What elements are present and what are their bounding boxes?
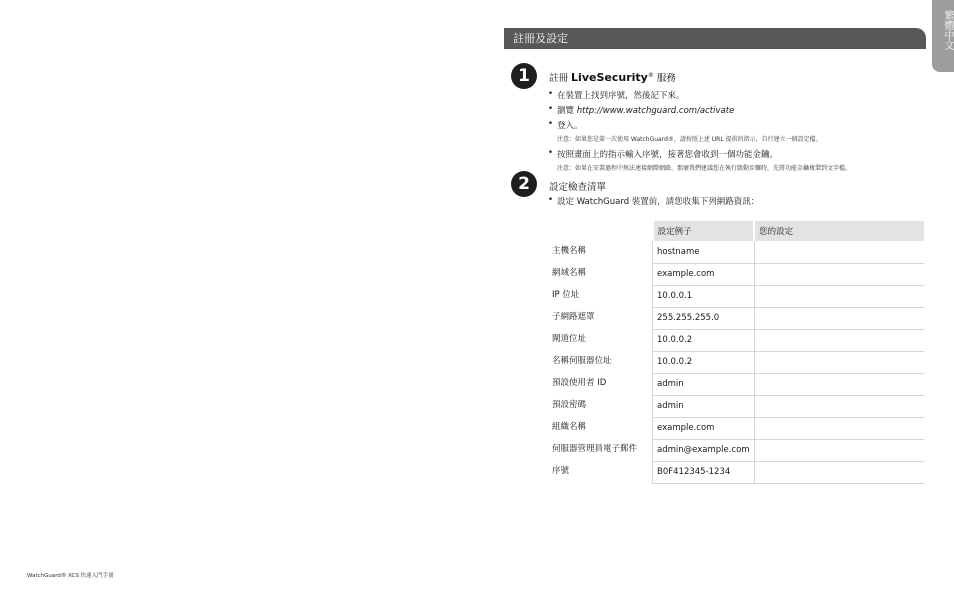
step-1-note-2: 注意：如果在安裝過程中無法連接網際網路，那麼我們建議您在執行啟動步驟時，先將功能金鑰複製到文字檔。: [557, 165, 852, 172]
setting-example: example.com: [653, 417, 755, 439]
setting-label: 網域名稱: [552, 268, 587, 278]
setting-example: 255.255.255.0: [653, 307, 755, 329]
setting-label: 閘道位址: [552, 334, 587, 344]
table-row: [548, 329, 924, 351]
step-2-list: [548, 195, 759, 210]
setting-your-value: [754, 285, 924, 307]
step-2-title: 設定檢查清單: [549, 182, 607, 193]
table-row: [548, 373, 924, 395]
setting-label: 子網路遮罩: [552, 312, 595, 322]
setting-your-value: [754, 351, 924, 373]
setting-example: hostname: [653, 241, 755, 263]
page-footer: WatchGuard® XCS 快速入門手冊: [27, 573, 114, 579]
step-1-title: 註冊 LiveSecurity® 服務: [549, 71, 676, 84]
setting-label: 預設使用者 ID: [552, 378, 607, 388]
step-1-bullet-1: • 在裝置上找到序號，然後記下來。: [548, 89, 851, 101]
setting-label: 名稱伺服器位址: [552, 356, 612, 366]
table-row: [548, 439, 924, 461]
step-1-bullet-4: • 按照畫面上的指示輸入序號，接著您會收到一個功能金鑰。: [548, 148, 851, 160]
setting-label: 序號: [552, 466, 570, 476]
setting-your-value: [754, 373, 924, 395]
step-1-note-1: 注意：如果您是第一次使用 WatchGuard®，請按照上述 URL 提供的指示，自行建立一個設定檔。: [557, 136, 822, 143]
setting-your-value: [754, 439, 924, 461]
setting-label: 組織名稱: [552, 422, 587, 432]
setting-example: B0F412345-1234: [653, 461, 755, 483]
step-2-number: 2: [511, 171, 537, 197]
setting-your-value: [754, 241, 924, 263]
step-2-bullet: • 設定 WatchGuard 裝置前，請您收集下列網路資訊：: [548, 195, 759, 207]
setting-your-value: [754, 263, 924, 285]
setting-label: 伺服器管理員電子郵件: [552, 444, 638, 454]
language-tab-label: 繁體中文: [942, 10, 953, 50]
setting-example: 10.0.0.1: [653, 285, 755, 307]
table-row: [548, 351, 924, 373]
table-row: [548, 241, 924, 263]
settings-table: [548, 221, 924, 484]
setting-example: admin: [653, 373, 755, 395]
setting-example: 10.0.0.2: [653, 329, 755, 351]
table-row: [548, 417, 924, 439]
setting-example: example.com: [653, 263, 755, 285]
setting-label: 主機名稱: [552, 246, 587, 256]
setting-your-value: [754, 461, 924, 483]
setting-example: 10.0.0.2: [653, 351, 755, 373]
activate-link[interactable]: http://www.watchguard.com/activate: [576, 106, 735, 116]
table-header-yours: 您的設定: [754, 221, 924, 241]
step-1-list: [548, 89, 851, 177]
table-header-row: [548, 221, 924, 241]
setting-your-value: [754, 329, 924, 351]
step-1-bullet-3: • 登入。: [548, 119, 851, 131]
table-row: [548, 461, 924, 483]
setting-your-value: [754, 307, 924, 329]
table-row: [548, 395, 924, 417]
table-row: [548, 285, 924, 307]
step-1-number: 1: [511, 63, 537, 89]
setting-example: admin@example.com: [653, 439, 755, 461]
table-row: [548, 263, 924, 285]
setting-example: admin: [653, 395, 755, 417]
table-header-blank: [548, 221, 653, 241]
table-header-example: 設定例子: [653, 221, 755, 241]
step-1-bullet-2: • 瀏覽 http://www.watchguard.com/activate: [548, 104, 851, 116]
setting-your-value: [754, 395, 924, 417]
setting-label: IP 位址: [552, 290, 580, 300]
setting-label: 預設密碼: [552, 400, 587, 410]
section-header: 註冊及設定: [504, 28, 926, 49]
setting-your-value: [754, 417, 924, 439]
language-tab: [932, 0, 954, 72]
table-row: [548, 307, 924, 329]
